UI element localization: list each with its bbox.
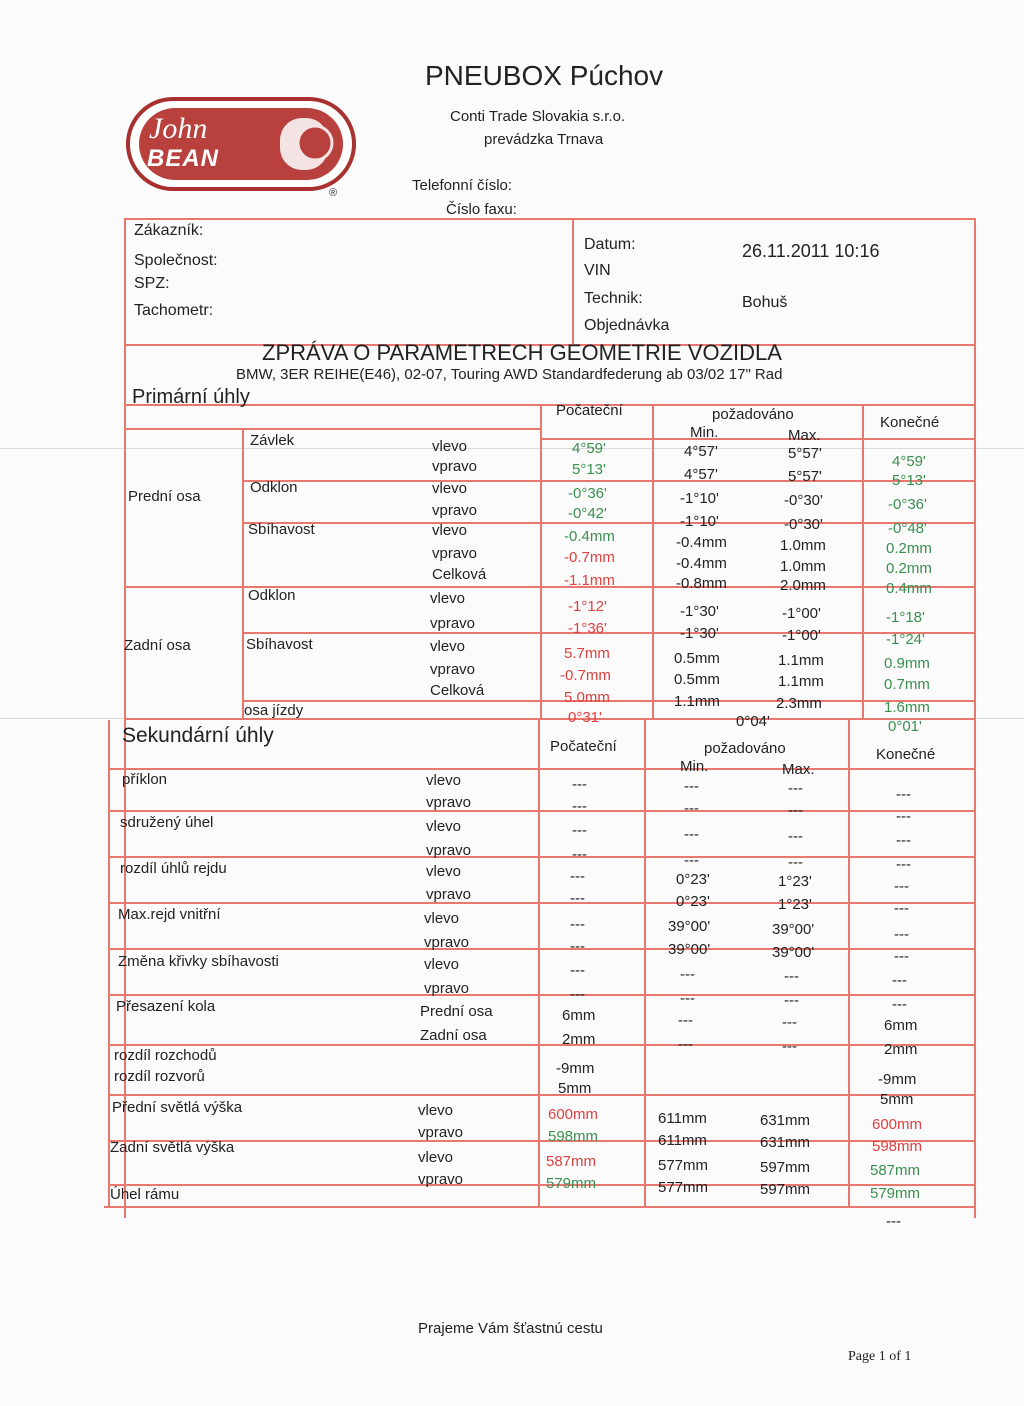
- rear-conv-left-final: 0.9mm: [884, 655, 930, 672]
- rear-height-left-max: 597mm: [760, 1159, 811, 1176]
- combined-left-initial: ---: [572, 822, 587, 839]
- rear-height-left-initial: 587mm: [546, 1153, 597, 1170]
- front-height-right-label: vpravo: [418, 1124, 464, 1141]
- front-camber-left-max: -0°30': [784, 492, 823, 509]
- toe-curve-left-min: ---: [680, 966, 695, 983]
- front-camber-right-initial: -0°42': [568, 505, 607, 522]
- toe-diff-left-label: vlevo: [426, 863, 462, 880]
- caster-right-min: ---: [684, 800, 699, 817]
- rear-camber-left-final: -1°18': [886, 609, 925, 626]
- rear-conv-right-max: 1.1mm: [778, 673, 824, 690]
- max-lock-left-min: 39°00': [668, 918, 711, 935]
- svg-text:®: ®: [329, 187, 338, 198]
- wheelbase-diff-final: 5mm: [880, 1091, 914, 1108]
- front-conv-right-initial: -0.7mm: [564, 549, 615, 566]
- rear-camber-left-initial: -1°12': [568, 598, 607, 615]
- primary-col-max: Max.: [788, 427, 821, 444]
- combined-right-initial: ---: [572, 846, 587, 863]
- toe-curve-left-max: ---: [784, 968, 799, 985]
- rear-height-left-min: 577mm: [658, 1157, 709, 1174]
- toe-right-label: vpravo: [432, 458, 478, 475]
- odometer-label: Tachometr:: [134, 302, 214, 319]
- combined-left-max: ---: [788, 828, 803, 845]
- fax-label: Číslo faxu:: [446, 201, 517, 218]
- thrust-required: 0°04': [736, 713, 770, 730]
- track-diff-final: -9mm: [878, 1071, 917, 1088]
- toe-left-initial: 4°59': [572, 440, 606, 457]
- front-conv-total-max: 2.0mm: [780, 577, 826, 594]
- phone-label: Telefonní číslo:: [412, 177, 513, 194]
- front-axle-label: Prední osa: [128, 488, 201, 505]
- rear-camber-right-initial: -1°36': [568, 620, 607, 637]
- toe-curve-right-max: ---: [784, 992, 799, 1009]
- vehicle-description: BMW, 3ER REIHE(E46), 02-07, Touring AWD Standardfederung ab 03/02 17" Rad: [236, 366, 783, 383]
- branch-name: prevádzka Trnava: [484, 131, 604, 148]
- frame-angle-final: ---: [886, 1213, 901, 1230]
- customer-label: Zákazník:: [134, 222, 204, 239]
- max-lock-right-label: vpravo: [424, 934, 470, 951]
- thrust-initial: 0°31': [568, 709, 602, 726]
- front-camber-right-label: vpravo: [432, 502, 478, 519]
- front-camber-right-max: -0°30': [784, 516, 823, 533]
- front-conv-left-min: -0.4mm: [676, 534, 727, 551]
- rear-camber-left-max: -1°00': [782, 605, 821, 622]
- rear-height-right-max: 597mm: [760, 1181, 811, 1198]
- toe-curve-right-min: ---: [680, 990, 695, 1007]
- rear-conv-total-initial: 5.0mm: [564, 689, 610, 706]
- wheel-offset-front-label: Prední osa: [420, 1003, 493, 1020]
- rear-camber-left-min: -1°30': [680, 603, 719, 620]
- front-camber-left-initial: -0°36': [568, 485, 607, 502]
- front-height-left-label: vlevo: [418, 1102, 454, 1119]
- max-lock-right-initial: ---: [570, 938, 585, 955]
- wheel-offset-front-min: ---: [678, 1012, 693, 1029]
- rear-height-right-final: 579mm: [870, 1185, 921, 1202]
- primary-col-initial: Počateční: [556, 402, 623, 419]
- max-lock-right-final: ---: [894, 948, 909, 965]
- rear-conv-total-final: 1.6mm: [884, 699, 930, 716]
- front-height-left-max: 631mm: [760, 1112, 811, 1129]
- max-lock-left-label: vlevo: [424, 910, 460, 927]
- rear-conv-total-max: 2.3mm: [776, 695, 822, 712]
- secondary-heading: Sekundární úhly: [122, 724, 274, 747]
- rear-height-left-final: 587mm: [870, 1162, 921, 1179]
- wheelbase-diff-label: rozdíl rozvorů: [114, 1068, 205, 1085]
- wheel-offset-rear-label: Zadní osa: [420, 1027, 487, 1044]
- toe-diff-right-max: 1°23': [778, 896, 812, 913]
- combined-left-min: ---: [684, 826, 699, 843]
- combined-left-label: vlevo: [426, 818, 462, 835]
- toe-diff-left-max: 1°23': [778, 873, 812, 890]
- front-conv-total-min: -0.8mm: [676, 575, 727, 592]
- primary-col-final: Konečné: [880, 414, 940, 431]
- toe-diff-right-final: ---: [894, 900, 909, 917]
- rear-conv-left-initial: 5.7mm: [564, 645, 610, 662]
- combined-left-final: ---: [896, 832, 911, 849]
- toe-diff-right-min: 0°23': [676, 893, 710, 910]
- wheel-offset-front-max: ---: [782, 1014, 797, 1031]
- toe-curve-label: Změna křivky sbíhavosti: [118, 953, 279, 970]
- toe-diff-left-min: 0°23': [676, 871, 710, 888]
- max-lock-right-min: 39°00': [668, 941, 711, 958]
- rear-camber-right-max: -1°00': [782, 627, 821, 644]
- toe-diff-right-label: vpravo: [426, 886, 472, 903]
- toe-right-initial: 5°13': [572, 461, 606, 478]
- secondary-col-required: požadováno: [704, 740, 786, 757]
- front-conv-left-initial: -0.4mm: [564, 528, 615, 545]
- vin-label: VIN: [584, 262, 611, 279]
- front-height-left-final: 600mm: [872, 1116, 923, 1133]
- rear-conv-right-label: vpravo: [430, 661, 476, 678]
- wheel-offset-rear-initial: 2mm: [562, 1031, 596, 1048]
- front-conv-left-label: vlevo: [432, 522, 468, 539]
- rear-conv-total-min: 1.1mm: [674, 693, 720, 710]
- caster-left-final: ---: [896, 786, 911, 803]
- wheel-offset-front-final: 6mm: [884, 1017, 918, 1034]
- caster-left-label: vlevo: [426, 772, 462, 789]
- toe-diff-right-initial: ---: [570, 890, 585, 907]
- date-label: Datum:: [584, 236, 636, 253]
- toe-left-label: vlevo: [432, 438, 468, 455]
- wheelbase-diff-initial: 5mm: [558, 1080, 592, 1097]
- toe-diff-label: rozdíl úhlů rejdu: [120, 860, 227, 877]
- page-title: PNEUBOX Púchov: [425, 60, 664, 91]
- wheel-offset-rear-max: ---: [782, 1038, 797, 1055]
- max-lock-label: Max.rejd vnitřní: [118, 906, 221, 923]
- company-name: Conti Trade Slovakia s.r.o.: [450, 108, 626, 125]
- front-conv-left-max: 1.0mm: [780, 537, 826, 554]
- max-lock-left-max: 39°00': [772, 921, 815, 938]
- front-camber-left-min: -1°10': [680, 490, 719, 507]
- wheel-offset-rear-final: 2mm: [884, 1041, 918, 1058]
- toe-right-final: 5°13': [892, 472, 926, 489]
- toe-diff-left-initial: ---: [570, 868, 585, 885]
- caster-right-label: vpravo: [426, 794, 472, 811]
- rear-conv-left-max: 1.1mm: [778, 652, 824, 669]
- front-height-right-final: 598mm: [872, 1138, 923, 1155]
- caster-left-min: ---: [684, 778, 699, 795]
- wheel-offset-front-initial: 6mm: [562, 1007, 596, 1024]
- toe-group-label: Závlek: [250, 432, 295, 449]
- front-camber-right-final: -0°48': [888, 520, 927, 537]
- rear-camber-right-min: -1°30': [680, 625, 719, 642]
- toe-curve-left-final: ---: [892, 972, 907, 989]
- front-camber-left-label: vlevo: [432, 480, 468, 497]
- front-height-label: Přední světlá výška: [112, 1099, 243, 1116]
- front-conv-right-max: 1.0mm: [780, 558, 826, 575]
- date-value: 26.11.2011 10:16: [742, 241, 880, 261]
- rear-height-label: Zadní světlá výška: [110, 1139, 235, 1156]
- rear-axle-label: Zadní osa: [124, 637, 191, 654]
- caster-left-initial: ---: [572, 776, 587, 793]
- front-camber-left-final: -0°36': [888, 496, 927, 513]
- thrust-axis-label: osa jízdy: [244, 702, 304, 719]
- front-conv-total-label: Celková: [432, 566, 487, 583]
- max-lock-right-max: 39°00': [772, 944, 815, 961]
- secondary-col-final: Konečné: [876, 746, 936, 763]
- front-height-left-initial: 600mm: [548, 1106, 599, 1123]
- toe-diff-left-final: ---: [894, 878, 909, 895]
- primary-col-required: požadováno: [712, 406, 794, 423]
- rear-height-right-min: 577mm: [658, 1179, 709, 1196]
- front-height-right-min: 611mm: [658, 1132, 707, 1149]
- secondary-col-min: Min.: [680, 758, 709, 775]
- max-lock-left-initial: ---: [570, 916, 585, 933]
- front-height-right-initial: 598mm: [548, 1128, 599, 1145]
- front-convergence-group-label: Sbíhavost: [248, 521, 315, 538]
- caster-label: příklon: [122, 771, 168, 788]
- front-conv-total-final: 0.4mm: [886, 580, 932, 597]
- toe-left-final: 4°59': [892, 453, 926, 470]
- primary-heading: Primární úhly: [132, 386, 250, 408]
- svg-text:BEAN: BEAN: [147, 145, 220, 172]
- rear-height-right-label: vpravo: [418, 1171, 464, 1188]
- combined-right-max: ---: [788, 854, 803, 871]
- toe-left-min: 4°57': [684, 443, 718, 460]
- secondary-col-max: Max.: [782, 761, 815, 778]
- wheel-offset-label: Přesazení kola: [116, 998, 216, 1015]
- rear-conv-left-min: 0.5mm: [674, 650, 720, 667]
- toe-right-max: 5°57': [788, 468, 822, 485]
- company-label: Společnost:: [134, 252, 218, 269]
- technician-value: Bohuš: [742, 294, 788, 311]
- caster-right-final: ---: [896, 808, 911, 825]
- thrust-final: 0°01': [888, 718, 922, 735]
- toe-right-min: 4°57': [684, 466, 718, 483]
- toe-curve-right-label: vpravo: [424, 980, 470, 997]
- secondary-col-initial: Počateční: [550, 738, 617, 755]
- svg-text:John: John: [149, 112, 208, 145]
- rear-camber-right-final: -1°24': [886, 631, 925, 648]
- toe-left-max: 5°57': [788, 445, 822, 462]
- combined-right-min: ---: [684, 852, 699, 869]
- max-lock-left-final: ---: [894, 926, 909, 943]
- toe-curve-right-initial: ---: [570, 986, 585, 1003]
- report-title: ZPRÁVA O PARAMETRECH GEOMETRIE VOZIDLA: [262, 340, 782, 365]
- page-number: Page 1 of 1: [848, 1349, 912, 1364]
- track-diff-label: rozdíl rozchodů: [114, 1047, 217, 1064]
- combined-right-final: ---: [896, 856, 911, 873]
- footer-greeting: Prajeme Vám šťastnú cestu: [418, 1320, 603, 1337]
- track-diff-initial: -9mm: [556, 1060, 595, 1077]
- front-camber-group-label: Odklon: [250, 479, 298, 496]
- rear-convergence-group-label: Sbíhavost: [246, 636, 313, 653]
- front-camber-right-min: -1°10': [680, 513, 719, 530]
- rear-conv-right-final: 0.7mm: [884, 676, 930, 693]
- rear-conv-total-label: Celková: [430, 682, 485, 699]
- frame-angle-label: Úhel rámu: [110, 1186, 180, 1203]
- front-conv-left-final: 0.2mm: [886, 540, 932, 557]
- primary-col-min: Min.: [690, 424, 719, 441]
- rear-camber-left-label: vlevo: [430, 590, 466, 607]
- caster-right-initial: ---: [572, 798, 587, 815]
- caster-left-max: ---: [788, 780, 803, 797]
- technician-label: Technik:: [584, 290, 643, 307]
- combined-angle-label: sdružený úhel: [120, 814, 214, 831]
- front-height-right-max: 631mm: [760, 1134, 811, 1151]
- plate-label: SPZ:: [134, 275, 170, 292]
- wheel-offset-rear-min: ---: [678, 1036, 693, 1053]
- front-height-left-min: 611mm: [658, 1110, 707, 1127]
- rear-conv-left-label: vlevo: [430, 638, 466, 655]
- toe-curve-left-label: vlevo: [424, 956, 460, 973]
- rear-conv-right-initial: -0.7mm: [560, 667, 611, 684]
- rear-camber-group-label: Odklon: [248, 587, 296, 604]
- combined-right-label: vpravo: [426, 842, 472, 859]
- toe-curve-left-initial: ---: [570, 962, 585, 979]
- front-conv-right-min: -0.4mm: [676, 555, 727, 572]
- rear-camber-right-label: vpravo: [430, 615, 476, 632]
- john-bean-logo: [125, 96, 357, 198]
- toe-curve-right-final: ---: [892, 996, 907, 1013]
- front-conv-right-label: vpravo: [432, 545, 478, 562]
- rear-height-right-initial: 579mm: [546, 1175, 597, 1192]
- caster-right-max: ---: [788, 802, 803, 819]
- rear-height-left-label: vlevo: [418, 1149, 454, 1166]
- rear-conv-right-min: 0.5mm: [674, 671, 720, 688]
- front-conv-total-initial: -1.1mm: [564, 572, 615, 589]
- order-label: Objednávka: [584, 317, 670, 334]
- front-conv-right-final: 0.2mm: [886, 560, 932, 577]
